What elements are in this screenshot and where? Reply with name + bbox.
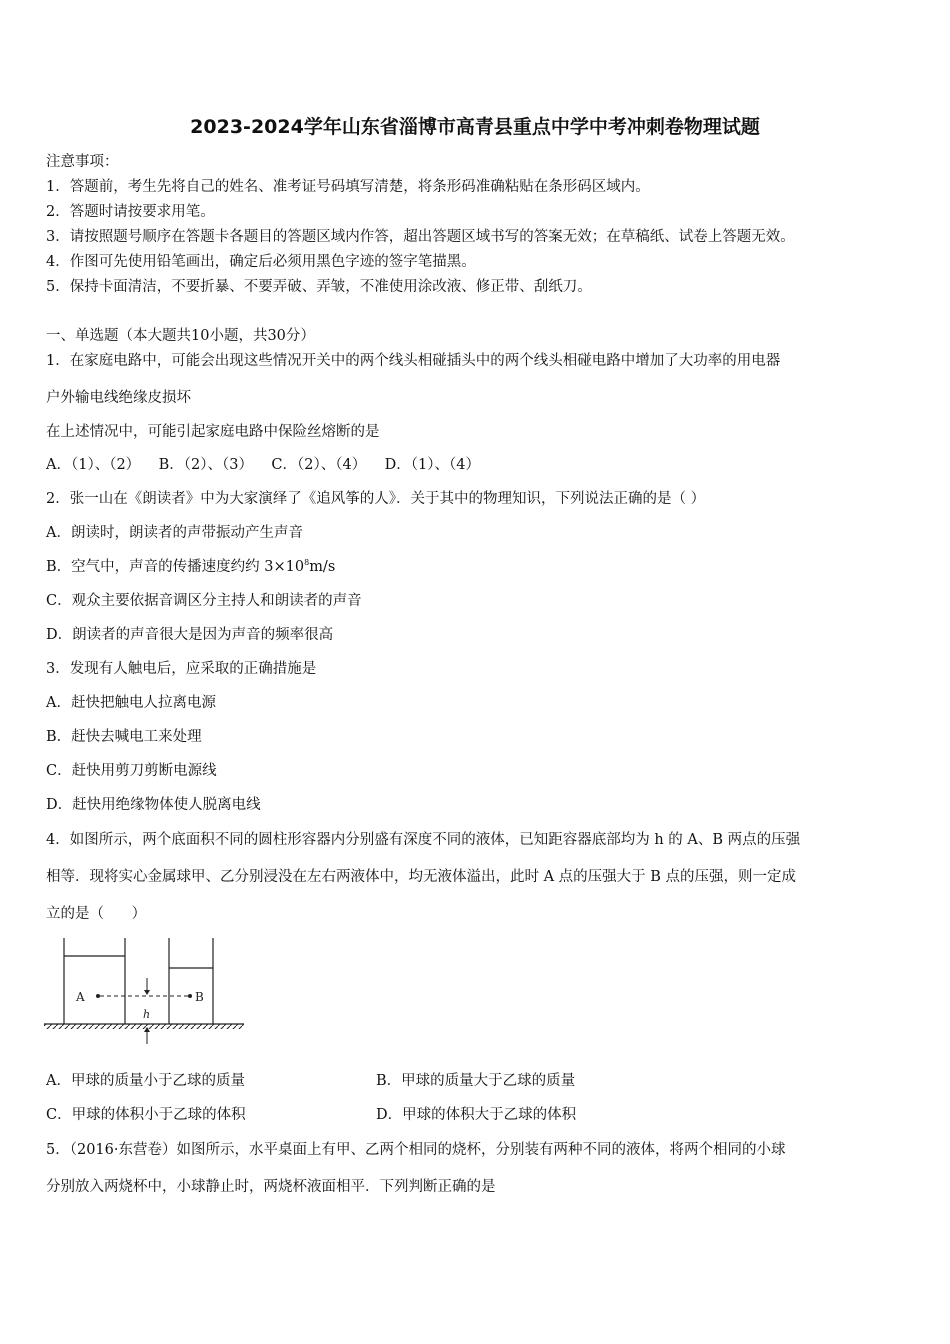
q5-stem-line2: 分别放入两烧杯中，小球静止时，两烧杯液面相平．下列判断正确的是 [46, 1179, 496, 1195]
q1-stem-line3: 在上述情况中，可能引起家庭电路中保险丝熔断的是 [46, 424, 380, 440]
height-label: h [143, 1008, 151, 1021]
q2-option-c: C．观众主要依据音调区分主持人和朗读者的声音 [46, 593, 362, 609]
q2-option-b [46, 557, 335, 577]
point-b-dot [188, 994, 192, 998]
q3-option-b: B．赶快去喊电工来处理 [46, 729, 202, 745]
notice-item-3: 3．请按照题号顺序在答题卡各题目的答题区域内作答，超出答题区域书写的答案无效；在草稿纸、试卷上答题无效。 [46, 229, 795, 245]
q2-option-d: D．朗读者的声音很大是因为声音的频率很高 [46, 627, 334, 643]
notice-item-2: 2．答题时请按要求用笔。 [46, 204, 215, 220]
q2-stem: 2．张一山在《朗读者》中为大家演绎了《追风筝的人》．关于其中的物理知识，下列说法正确的是（ ） [46, 491, 706, 507]
q3-stem: 3．发现有人触电后，应采取的正确措施是 [46, 661, 317, 677]
page-title: 2023-2024学年山东省淄博市高青县重点中学中考冲刺卷物理试题 [190, 116, 760, 138]
notice-item-1: 1．答题前，考生先将自己的姓名、准考证号码填写清楚，将条形码准确粘贴在条形码区域内。 [46, 179, 650, 195]
q4-option-b: B．甲球的质量大于乙球的质量 [376, 1073, 576, 1089]
q2-option-b-unit: m/s [309, 559, 336, 575]
q2-option-a: A．朗读时，朗读者的声带振动产生声音 [46, 525, 303, 541]
h-arrowhead-top [144, 990, 150, 995]
ground-hatch [44, 1024, 244, 1029]
notice-item-4: 4．作图可先使用铅笔画出，确定后必须用黑色字迹的签字笔描黑。 [46, 254, 476, 270]
q4-stem-line1: 4．如图所示，两个底面积不同的圆柱形容器内分别盛有深度不同的液体，已知距容器底部均为 h 的 A、B 两点的压强 [46, 832, 801, 848]
q1-options: A．（1）、（2） B．（2）、（3） C．（2）、（4） D．（1）、（4） [46, 457, 480, 473]
q1-stem-line1: 1．在家庭电路中，可能会出现这些情况开关中的两个线头相碰插头中的两个线头相碰电路中增加了大功率的用电器 [46, 353, 781, 369]
point-b-label: B [195, 990, 204, 1004]
q3-option-a: A．赶快把触电人拉离电源 [46, 695, 216, 711]
q4-option-d: D．甲球的体积大于乙球的体积 [376, 1107, 577, 1123]
section-heading: 一、单选题（本大题共10小题，共30分） [46, 328, 315, 344]
notice-item-5: 5．保持卡面清洁，不要折暴、不要弄破、弄皱，不准使用涂改液、修正带、刮纸刀。 [46, 279, 592, 295]
q4-option-a: A．甲球的质量小于乙球的质量 [46, 1073, 245, 1089]
q4-option-c: C．甲球的体积小于乙球的体积 [46, 1107, 246, 1123]
point-a-dot [96, 994, 100, 998]
q4-stem-line3: 立的是（ ） [46, 906, 147, 922]
q4-containers-figure [44, 936, 254, 1048]
q3-option-c: C．赶快用剪刀剪断电源线 [46, 763, 217, 779]
q5-stem-line1: 5．（2016·东营卷）如图所示，水平桌面上有甲、乙两个相同的烧杯，分别装有两种不同的液体，将两个相同的小球 [46, 1142, 786, 1158]
point-a-label: A [76, 990, 85, 1004]
notice-heading: 注意事项： [46, 154, 119, 170]
q2-option-b-exponent: 8 [304, 558, 310, 568]
q2-option-b-text: B．空气中，声音的传播速度约约 3×10 [46, 559, 305, 575]
q3-option-d: D．赶快用绝缘物体使人脱离电线 [46, 797, 261, 813]
q4-stem-line2: 相等．现将实心金属球甲、乙分别浸没在左右两液体中，均无液体溢出，此时 A 点的压强大于 B 点的压强，则一定成 [46, 869, 797, 885]
q1-stem-line2: 户外输电线绝缘皮损坏 [46, 390, 191, 406]
